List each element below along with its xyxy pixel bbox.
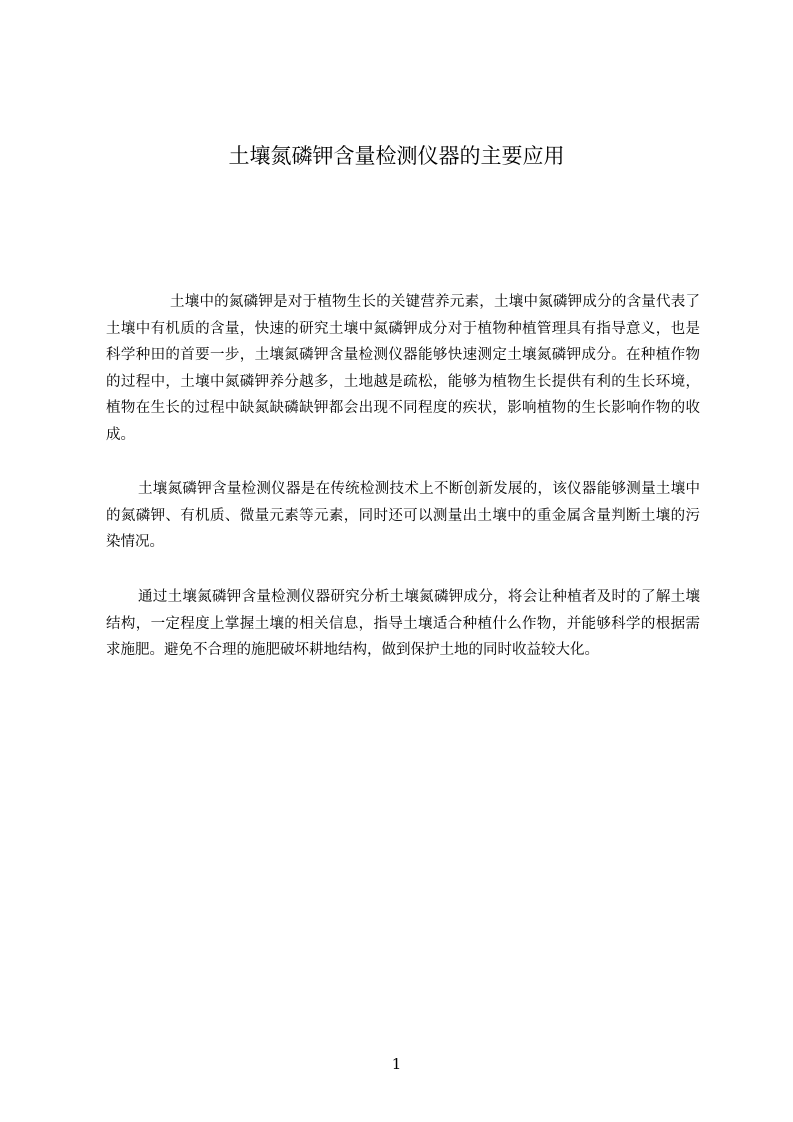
paragraph-intro: 土壤中的氮磷钾是对于植物生长的关键营养元素，土壤中氮磷钾成分的含量代表了土壤中有机质的含量，快速的研究土壤中氮磷钾成分对于植物种植管理具有指导意义，也是科学种田的首要一步，土壤氮磷钾含量检测仪器能够快速测定土壤氮磷钾成分。在种植作物的过程中，土壤中氮磷钾养分越多，土地越是疏松，能够为植物生长提供有利的生长环境，植物在生长的过程中缺氮缺磷缺钾都会出现不同程度的疾状，影响植物的生长影响作物的收成。 xyxy=(106,294,700,443)
page-number: 1 xyxy=(391,1055,402,1073)
paragraph-benefits: 通过土壤氮磷钾含量检测仪器研究分析土壤氮磷钾成分，将会让种植者及时的了解土壤结构，一定程度上掌握土壤的相关信息，指导土壤适合种植什么作物，并能够科学的根据需求施肥。避免不合理的施肥破坏耕地结构，做到保护土地的同时收益较大化。 xyxy=(106,589,700,658)
document-title: 土壤氮磷钾含量检测仪器的主要应用 xyxy=(228,144,565,168)
paragraph-instrument: 土壤氮磷钾含量检测仪器是在传统检测技术上不断创新发展的，该仪器能够测量土壤中的氮磷钾、有机质、微量元素等元素，同时还可以测量出土壤中的重金属含量判断土壤的污染情况。 xyxy=(106,481,700,550)
